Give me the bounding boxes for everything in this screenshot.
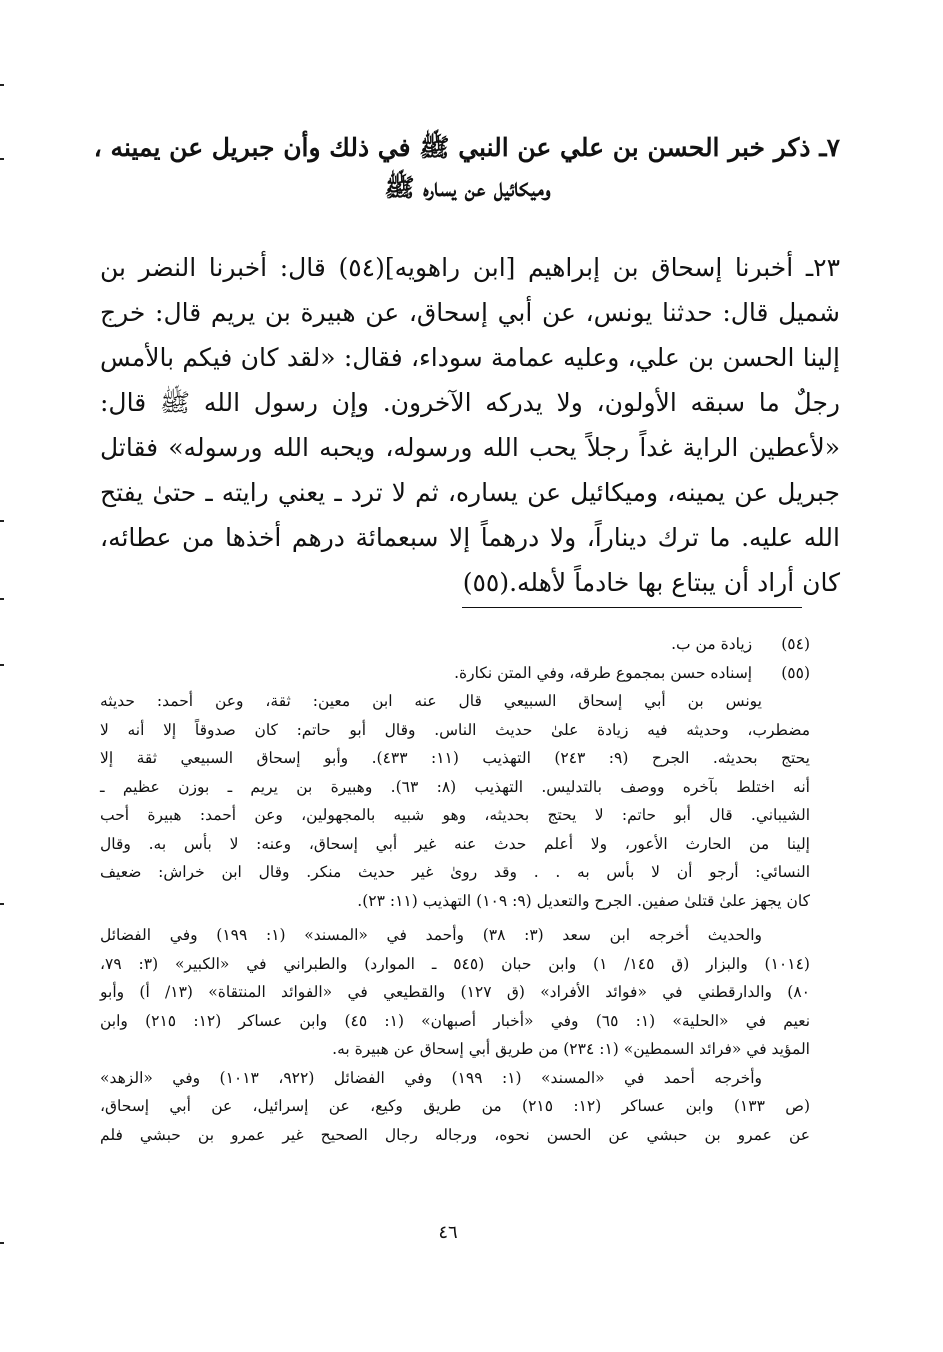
footnote-line: أنه اختلط بآخره ووصف بالتدليس. التهذيب (٨: ٦٣). وهبيرة بن يريم ـ بوزن عظيم ـ — [100, 777, 810, 796]
footnote-line: المؤيد في «فرائد السمطين» (١: ٢٣٤) من طريق أبي إسحاق عن هبيرة به. — [332, 1040, 810, 1058]
scan-mark — [0, 158, 4, 160]
footnote-line: نعيم في «الحلية» (١: ٦٥) وفي «أخبار أصبهان» (١: ٤٥) وابن عساكر (١٢: ٢١٥) وابن — [100, 1011, 811, 1030]
footnote-text: زيادة من ب. — [671, 635, 753, 653]
footnote-number: (٥٥) — [781, 663, 810, 682]
scan-mark — [0, 520, 4, 522]
footnotes — [100, 630, 810, 1149]
footnote-line: عن عمرو بن حبشي عن الحسن نحوه، ورجاله رجال الصحيح غير عمرو بن حبشي فلم — [100, 1125, 810, 1144]
footnote-paragraph — [100, 1064, 810, 1150]
footnote-line: إلينا من الحارث الأعور، ولا أعلم حدث عنه غير أبي إسحاق، وعنه: لا بأس به. وقال — [100, 834, 810, 853]
footnote-line: كان يجهز علىٰ قتلىٰ صفين. الجرح والتعديل (٩: ١٠٩) التهذيب (١١: ٢٣). — [357, 891, 810, 910]
text-line: جبريل عن يمينه، وميكائيل عن يساره، ثم لا ترد ـ يعني رايته ـ حتىٰ يفتح — [100, 478, 840, 507]
scan-mark — [0, 1242, 4, 1244]
heading-line: ٧ـ ذكر خبر الحسن بن علي عن النبي ﷺ في ذلك وأن جبريل عن يمينه ، — [93, 133, 840, 162]
footnote-line: (ص ١٣٣) وابن عساكر (١٢: ٢١٥) من طريق وكيع، عن إسرائيل، عن أبي إسحاق، — [100, 1097, 810, 1115]
footnote-line: وأخرجه أحمد في «المسند» (١: ١٩٩) وفي الفضائل (٩٢٢، ١٠١٣) وفي «الزهد» — [100, 1068, 763, 1087]
footnote-line: (١٠١٤) والبزار (ق ١٤٥/ ١) وابن حبان (٥٤٥ ـ الموارد) والطبراني في «الكبير» (٣: ٧٩، — [100, 954, 810, 973]
chapter-heading — [95, 128, 840, 208]
footnote-line: يحتج بحديثه. الجرح (٩: ٢٤٣) التهذيب (١١: ٤٣٣). وأبو إسحاق السبيعي ثقة إلا — [100, 749, 811, 767]
footnote-line: الشيباني. قال أبو حاتم: لا يحتج بحديثه، وهو شبيه بالمجهولين، وعن أحمد: هبيرة أحب — [100, 806, 810, 824]
text-line: ٢٣ـ أخبرنا إسحاق بن إبراهيم [ابن راهويه](٥٤) قال: أخبرنا النضر بن — [100, 253, 840, 282]
scan-mark — [0, 84, 4, 86]
footnote-line: ٨٠) والدارقطني في «فوائد الأفراد» (ق ١٢٧) والقطيعي في «الفوائد المنتقاة» (١٣/ أ) وأبو — [100, 983, 810, 1001]
footnote-line: والحديث أخرجه ابن سعد (٣: ٣٨) وأحمد في «المسند» (١: ١٩٩) وفي الفضائل — [100, 926, 762, 944]
text-line: شميل قال: حدثنا يونس، عن أبي إسحاق، عن هبيرة بن يريم قال: خرج — [100, 298, 840, 327]
scan-mark — [0, 598, 4, 600]
text-line: «لأعطين الراية غداً رجلاً يحب الله ورسوله، ويحبه الله ورسوله» فقاتل — [100, 433, 840, 462]
footnote-line: مضطرب، وحديثه فيه زيادة علىٰ حديث الناس. وقال أبو حاتم: كان صدوقاً إلا أنه لا — [100, 720, 810, 739]
footnote-paragraph — [100, 921, 810, 1064]
text-line: رجلٌ ما سبقه الأولون، ولا يدركه الآخرون. وإن رسول الله ﷺ قال: — [100, 388, 840, 417]
heading-line: وميكائيل عن يساره ﷺ — [384, 173, 551, 202]
footnote-55 — [100, 659, 810, 688]
footnote-divider — [462, 607, 802, 608]
scan-mark — [0, 903, 4, 905]
hadith-text — [100, 245, 840, 605]
footnote-line: النسائي: أرجو أن لا بأس به . . وقد روىٰ غير حديث منكر. وقال ابن خراش: ضعيف — [100, 863, 810, 881]
text-line: الله عليه. ما ترك ديناراً، ولا درهماً إلا سبعمائة درهم أخذها من عطائه، — [100, 523, 840, 552]
text-line: إلينا الحسن بن علي، وعليه عمامة سوداء، فقال: «لقد كان فيكم بالأمس — [100, 343, 840, 372]
footnote-paragraph — [100, 687, 810, 915]
text-line: كان أراد أن يبتاع بها خادماً لأهله.(٥٥) — [462, 568, 840, 597]
footnote-text: إسناده حسن بمجموع طرقه، وفي المتن نكارة. — [454, 663, 753, 682]
footnote-number: (٥٤) — [781, 635, 810, 653]
scan-mark — [0, 664, 4, 666]
footnote-54 — [100, 630, 810, 659]
footnote-line: يونس بن أبي إسحاق السبيعي قال عنه ابن معين: ثقة، وعن أحمد: حديثه — [100, 692, 762, 710]
page-number: ٤٦ — [438, 1222, 458, 1243]
